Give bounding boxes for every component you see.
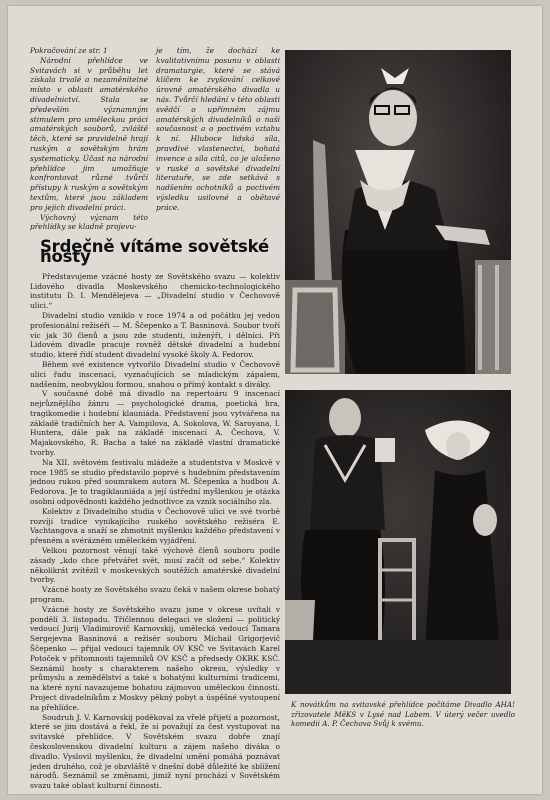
article-paragraph: Kolektiv z Divadelního studia v Čechovově ulici ve své tvorbě rozvíjí tradice vynikajícího ruského sovětského režiséra E. Vachtangova a snaží se zhmotnit myšlenku každého představení v přesném a svérázném uměleckém vyjádření.: [30, 506, 280, 546]
photo-caption: K novátkům na svitavské přehlídce počítáme Divadlo AHA! zřizovatele MěKS v Lysé nad Labem. V úterý večer uvedlo komedii A. P. Čechova Svůj k svému.: [291, 700, 515, 729]
article-title: Srdečně vítáme sovětské hosty: [40, 237, 269, 266]
continued-article: [30, 46, 280, 232]
article-paragraph: Velkou pozornost věnují také výchově členů souboru podle zásady „kdo chce přetvářet svět, musí začít od sebe.“ Kolektiv několikrát zvítězil v moskevských soutěžích amatérské divadelní tvorby.: [30, 546, 280, 585]
actress-photo-illustration: [285, 50, 511, 374]
stage-photo-top: [285, 50, 511, 374]
continued-column-1: [30, 46, 148, 232]
continued-paragraph-2: je tím, že dochází ke kvalitativnímu posunu v oblasti dramaturgie, které se stává klíčem ke zvyšování celkové úrovně amatérského divadla u nás. Tvůrčí hledání v této oblasti svědčí o upřímném zájmu amatérských divadelníků o naši současnost a o poctivém vztahu k ní. Hluboce lidská síla, pravdivé vlastenectví, bohatá invence a síla citů, co je uloženo v ruské a sovětské divadelní literatuře, se zde setkává s nadšením ochotníků a poctivém výsledku usilovné a obětavé práce.: [156, 46, 280, 212]
newspaper-page: [8, 6, 542, 794]
continued-paragraph-tail: Výchovný význam této přehlídky se kladně projevu-: [30, 212, 148, 232]
photo-column: [285, 50, 515, 729]
article-paragraph: Divadelní studio vzniklo v roce 1974 a od počátku jej vedou profesionální režiséři — M. Ščepenko a T. Basninová. Soubor tvoří víc jak 30 členů a jsou zde studenti, inženýři, i dělníci. Při Lidovém divadle pracuje rovněž dětské divadelní a hudební studio, které řídí student divadelní vysoké školy A. Fedorov.: [30, 310, 280, 360]
article-paragraph: Vzácné hosty ze Sovětského svazu jsme v okrese uvítali v pondělí 3. listopadu. Třičlennou delegaci ve složení — politický vedoucí Jurij Vladimirovič Karnovskij, umělecká vedoucí Tamara Sergejevna Basninová a režisér souboru Michail Grigorjevič Ščepenko — přijal vedoucí tajemník OV KSČ ve Svitavách Karel Potoček v přítomnosti tajemníků OV KSČ a předsedy OKRK KSČ. Seznámil hosty s charakterem našeho okresu, výsledky v průmyslu a zemědělství a také s bohatými kulturními tradicemi, na které nyní navazujeme bohatou zájmovou uměleckou činností. Project divadelníkům z Moskvy pěkný pobyt a úspěšné vystoupení na přehlídce.: [30, 604, 280, 712]
article-paragraph: Vzácné hosty ze Sovětského svazu čeká v našem okrese bohatý program.: [30, 585, 280, 605]
left-text-column: [30, 46, 280, 791]
article-paragraph: V současné době má divadlo na repertoáru 9 inscenací nejrůznějšího žánru — psychologické drama, poetická hra, tragikomedie i hudební klauniáda. Představení jsou vytvářena na základě tradičních her A. Vampilova, A. Sokolova, W. Saroyana, I. Huntera, dále pak na základě inscenací A. Čechova, V. Majakovského, R. Bacha a také na základě vlastní dramatické tvorby.: [30, 389, 280, 458]
continued-from-note: Pokračování ze str. 1: [30, 46, 108, 55]
article-paragraph: Během své existence vytvořilo Divadelní studio v Čechovově ulici řadu inscenací, vyznačujících se mladickým zápalem, nadšením, neobvyklou formou, snahou o přímý kontakt s diváky.: [30, 359, 280, 389]
ensemble-photo-illustration: [285, 390, 511, 694]
article-paragraph: Soudruh J. V. Karnovskij poděkoval za vřelé přijetí a pozornost, které se jim dostává a řekl, že si považují za čest vystupovat na svitavské přehlídce. V Sovětském svazu dobře znají československou divadelní kulturu a zájem našeho diváka o divadlo. Vyslovil myšlenku, že divadelní umění pomáhá poznávat jeden druhého, což je obzvláště v dnešní době důležité ke sblížení národů. Seznámil se změnami, jimiž nyní prochází v Sovětském svazu také oblast kulturní činnosti.: [30, 712, 280, 791]
continued-paragraph: Národní přehlídce ve Svitavách si v průběhu let získala trvalé a nezaměnitelné místo v oblasti amatérského divadelnictví. Stala se především významným stimulem pro uměleckou práci amatérských souborů, zvláště těch, které se pravidelně hrají ruským a sovětským hrám systematicky. Účast na národní přehlídce jim umožňuje konfrontovat různé tvůrčí přístupy k ruským a sovětským textům, které jsou základem pro jejich divadelní práci.: [30, 55, 148, 212]
article-paragraph: Představujeme vzácné hosty ze Sovětského svazu — kolektiv Lidového divadla Moskevského chemicko-technologického institutu D. I. Mendělejeva — „Divadelní studio v Čechovově ulici.“: [30, 271, 280, 311]
article-paragraph: Na XII. světovém festivalu mládeže a studentstva v Moskvě v roce 1985 se studio představilo poprvé s hudebním představením jednou rukou před soumrakem autora M. Ščepenka a hudbou A. Fedorova. Je to tragiklauniáda a její ústřední myšlenkou je otázka osobní odpovědnosti každého jednotlivce za vznik sociálního zla.: [30, 457, 280, 507]
article-body: [30, 272, 280, 791]
continued-column-2: [156, 46, 280, 213]
stage-photo-bottom: [285, 390, 511, 694]
